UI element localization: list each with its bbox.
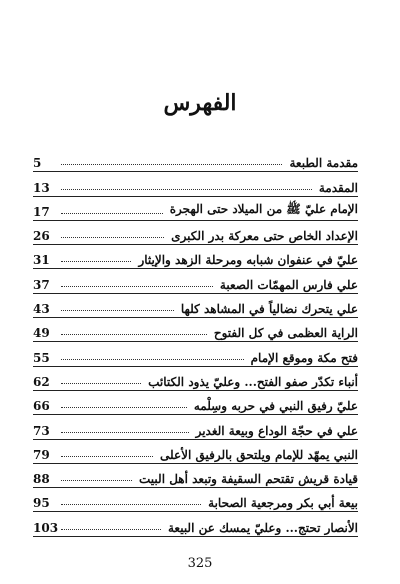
toc-entry (33, 464, 358, 488)
toc-entry-page: 103 (33, 520, 59, 535)
toc-entry-title: علي فارس المهمّات الصعبة (219, 277, 358, 292)
toc-entry (33, 318, 358, 342)
toc-entry (33, 488, 358, 512)
dot-leader (61, 163, 282, 165)
dot-leader (61, 406, 187, 408)
toc-entry (33, 269, 358, 293)
dot-leader (61, 212, 163, 214)
toc-entry (33, 148, 358, 172)
dot-leader (61, 260, 131, 262)
table-of-contents (33, 148, 358, 537)
toc-entry (33, 512, 358, 536)
toc-entry-title: الإعداد الخاص حتى معركة بدر الكبرى (171, 229, 358, 244)
toc-entry-page: 37 (33, 277, 50, 292)
toc-entry (33, 391, 358, 415)
toc-entry-page: 79 (33, 447, 50, 462)
toc-entry (33, 172, 358, 196)
dot-leader (61, 455, 153, 457)
toc-entry-page: 5 (33, 156, 42, 171)
dot-leader (61, 285, 213, 287)
toc-entry-page: 88 (33, 472, 50, 487)
toc-entry-page: 55 (33, 350, 50, 365)
dot-leader (61, 528, 161, 530)
toc-entry-title: فتح مكة وموقع الإمام (250, 350, 358, 365)
dot-leader (61, 188, 312, 190)
dot-leader (61, 358, 244, 360)
toc-entry-title: أنباء تكدّر صفو الفتح... وعليّ يذود الكتائب (148, 374, 358, 389)
toc-entry-title: مقدمة الطبعة (289, 156, 358, 171)
toc-entry-title: قيادة قريش تقتحم السقيفة وتبعد أهل البيت (139, 472, 358, 487)
toc-entry-page: 43 (33, 302, 50, 317)
toc-entry (33, 440, 358, 464)
dot-leader (61, 503, 201, 505)
toc-entry-title: عليّ رفيق النبي في حربه وسِلْمه (193, 399, 358, 414)
toc-entry-page: 95 (33, 496, 50, 511)
toc-entry-page: 62 (33, 374, 50, 389)
toc-entry-title: الإمام عليّ ﷺ من الميلاد حتى الهجرة (169, 201, 358, 216)
toc-entry-page: 49 (33, 326, 50, 341)
dot-leader (61, 309, 174, 311)
toc-entry-title: علي يتحرك نضالياً في المشاهد كلها (180, 302, 358, 317)
toc-entry-page: 31 (33, 253, 50, 268)
dot-leader (61, 236, 164, 238)
toc-entry-page: 26 (33, 229, 50, 244)
toc-entry-title: النبي يمهّد للإمام ويلتحق بالرفيق الأعلى (160, 447, 358, 462)
dot-leader (61, 333, 207, 335)
toc-entry-page: 13 (33, 180, 50, 195)
toc-entry-title: علي في حجّة الوداع وبيعة الغدير (195, 423, 358, 438)
dot-leader (61, 382, 141, 384)
toc-entry-title: الراية العظمى في كل الفتوح (213, 326, 358, 341)
page-title: الفهرس (163, 90, 237, 116)
toc-entry-title: بيعة أبي بكر ومرجعية الصحابة (208, 496, 358, 511)
toc-entry-title: المقدمة (318, 180, 358, 195)
toc-entry (33, 342, 358, 366)
toc-entry (33, 197, 358, 221)
toc-entry-page: 17 (33, 204, 50, 219)
toc-entry-title: الأنصار تحتج... وعليّ يمسك عن البيعة (167, 520, 358, 535)
toc-entry (33, 367, 358, 391)
toc-entry-page: 66 (33, 399, 50, 414)
toc-entry (33, 245, 358, 269)
dot-leader (61, 431, 189, 433)
toc-entry-title: عليّ في عنفوان شبابه ومرحلة الزهد والإيثار (138, 253, 358, 268)
toc-entry (33, 415, 358, 439)
toc-entry (33, 221, 358, 245)
toc-entry-page: 73 (33, 423, 50, 438)
dot-leader (61, 479, 132, 481)
toc-entry (33, 294, 358, 318)
page-number: 325 (187, 556, 213, 571)
